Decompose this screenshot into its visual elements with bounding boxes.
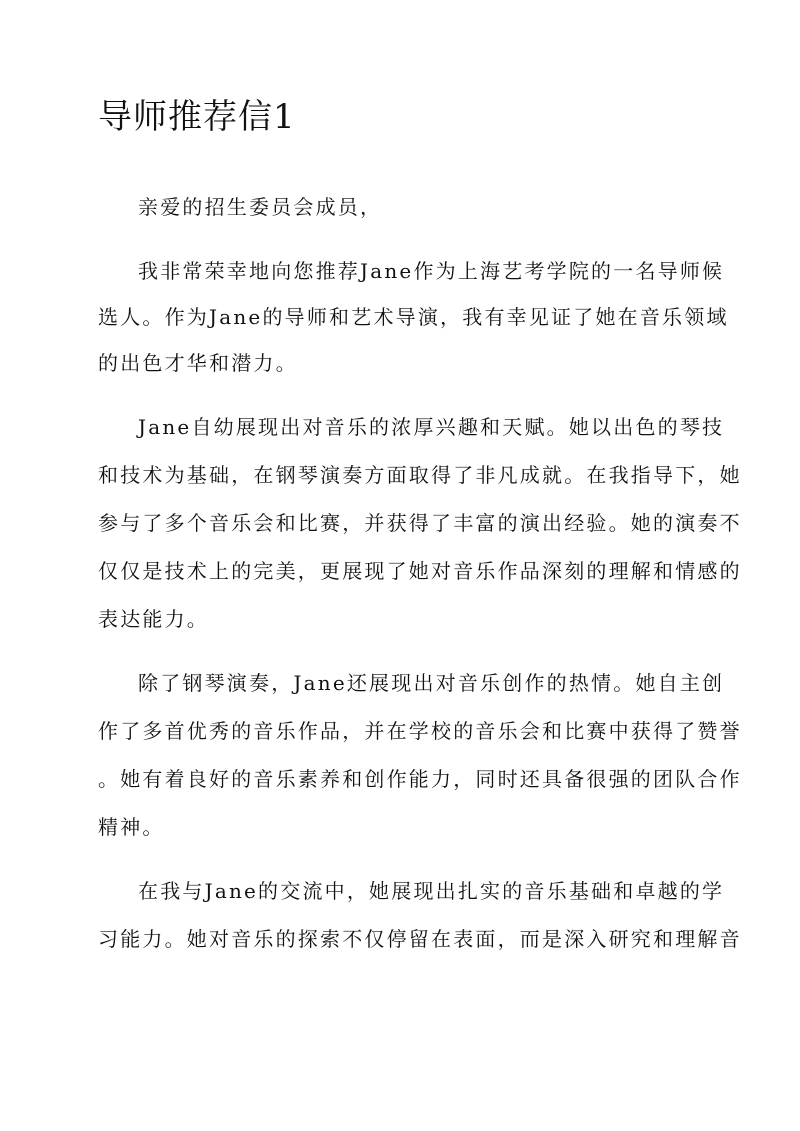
- paragraph-3-line-4: 精神。: [98, 815, 165, 839]
- paragraph-2-line-4: 仅仅是技术上的完美，更展现了她对音乐作品深刻的理解和情感的: [98, 559, 742, 583]
- paragraph-1-line-1: 我非常荣幸地向您推荐Jane作为上海艺考学院的一名导师候: [138, 259, 725, 283]
- paragraph-3-line-2: 作了多首优秀的音乐作品，并在学校的音乐会和比赛中获得了赞誉: [98, 719, 742, 743]
- paragraph-2-line-5: 表达能力。: [98, 607, 209, 631]
- paragraph-3-line-3: 。她有着良好的音乐素养和创作能力，同时还具备很强的团队合作: [98, 767, 742, 791]
- paragraph-2-line-2: 和技术为基础，在钢琴演奏方面取得了非凡成就。在我指导下，她: [98, 463, 742, 487]
- paragraph-4-line-2: 习能力。她对音乐的探索不仅停留在表面，而是深入研究和理解音: [98, 927, 742, 951]
- paragraph-4-line-1: 在我与Jane的交流中，她展现出扎实的音乐基础和卓越的学: [138, 879, 725, 903]
- paragraph-2-line-3: 参与了多个音乐会和比赛，并获得了丰富的演出经验。她的演奏不: [98, 511, 742, 535]
- paragraph-2-line-1: Jane自幼展现出对音乐的浓厚兴趣和天赋。她以出色的琴技: [138, 415, 725, 439]
- paragraph-1-line-2: 选人。作为Jane的导师和艺术导演，我有幸见证了她在音乐领域: [98, 305, 729, 329]
- paragraph-1-line-3: 的出色才华和潜力。: [98, 351, 298, 375]
- paragraph-3-line-1: 除了钢琴演奏，Jane还展现出对音乐创作的热情。她自主创: [138, 671, 725, 695]
- salutation-line: 亲爱的招生委员会成员，: [138, 195, 383, 219]
- page-title: 导师推荐信1: [98, 97, 296, 137]
